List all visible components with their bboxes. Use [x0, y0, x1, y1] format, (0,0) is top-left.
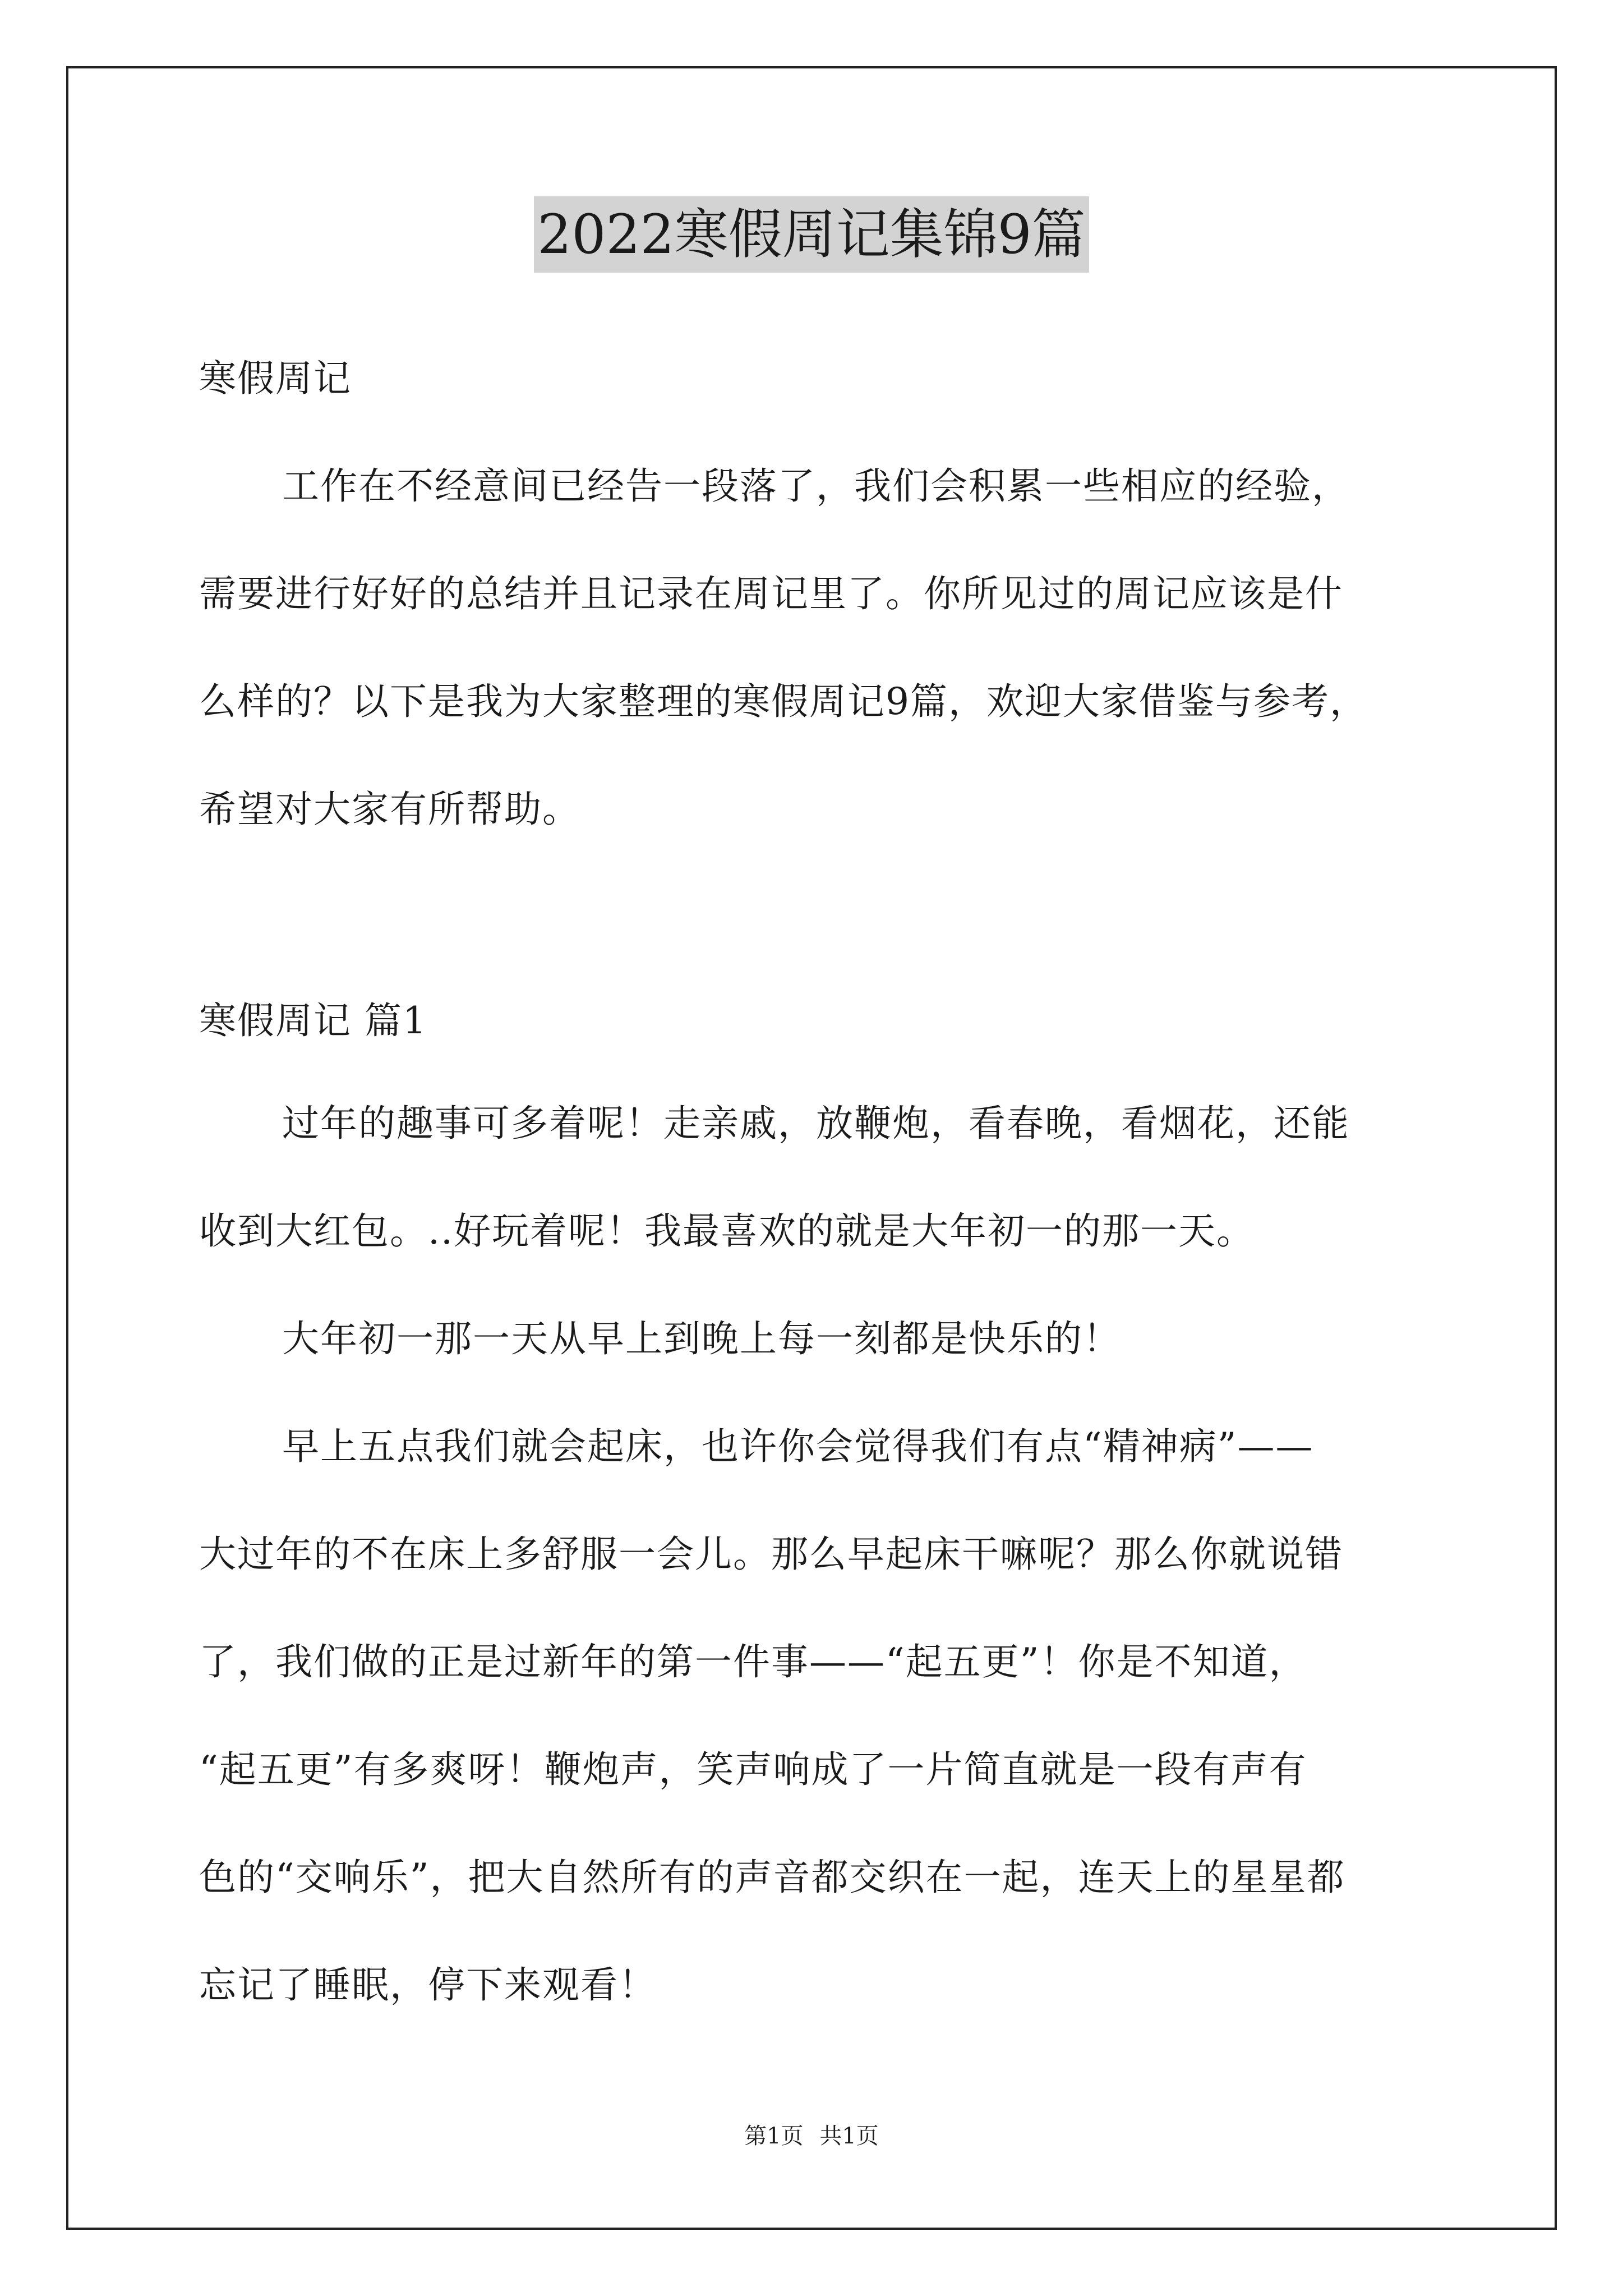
intro-line-1: 工作在不经意间已经告一段落了，我们会积累一些相应的经验， — [282, 464, 1350, 508]
section1-line-9: 忘记了睡眠，停下来观看！ — [199, 1963, 657, 2007]
section1-line-3: 大年初一那一天从早上到晚上每一刻都是快乐的！ — [282, 1317, 1121, 1360]
section1-line-1: 过年的趣事可多着呢！走亲戚，放鞭炮，看春晚，看烟花，还能 — [282, 1102, 1350, 1145]
section1-line-7: “起五更”有多爽呀！鞭炮声，笑声响成了一片简直就是一段有声有 — [199, 1748, 1307, 1791]
section1-line-8: 色的“交响乐”，把大自然所有的声音都交织在一起，连天上的星星都 — [199, 1856, 1345, 1899]
footer-page-label: 第1页 — [744, 2123, 804, 2149]
document-title-text: 2022寒假周记集锦9篇 — [534, 196, 1089, 273]
section1-heading: 寒假周记 篇1 — [199, 999, 427, 1042]
intro-line-2: 需要进行好好的总结并且记录在周记里了。你所见过的周记应该是什 — [199, 572, 1343, 615]
page-footer — [0, 2120, 1623, 2152]
footer-total-label: 共1页 — [819, 2123, 879, 2149]
intro-line-3: 么样的？以下是我为大家整理的寒假周记9篇，欢迎大家借鉴与参考， — [199, 680, 1368, 723]
section1-line-2: 收到大红包。..好玩着呢！我最喜欢的就是大年初一的那一天。 — [199, 1209, 1255, 1253]
section1-line-4: 早上五点我们就会起床，也许你会觉得我们有点“精神病”—— — [282, 1425, 1314, 1468]
section1-line-6: 了，我们做的正是过新年的第一件事——“起五更”！你是不知道， — [199, 1640, 1307, 1683]
intro-heading: 寒假周记 — [199, 357, 352, 400]
section1-line-5: 大过年的不在床上多舒服一会儿。那么早起床干嘛呢？那么你就说错 — [199, 1533, 1343, 1576]
document-title — [0, 196, 1623, 273]
intro-line-4: 希望对大家有所帮助。 — [199, 788, 580, 831]
